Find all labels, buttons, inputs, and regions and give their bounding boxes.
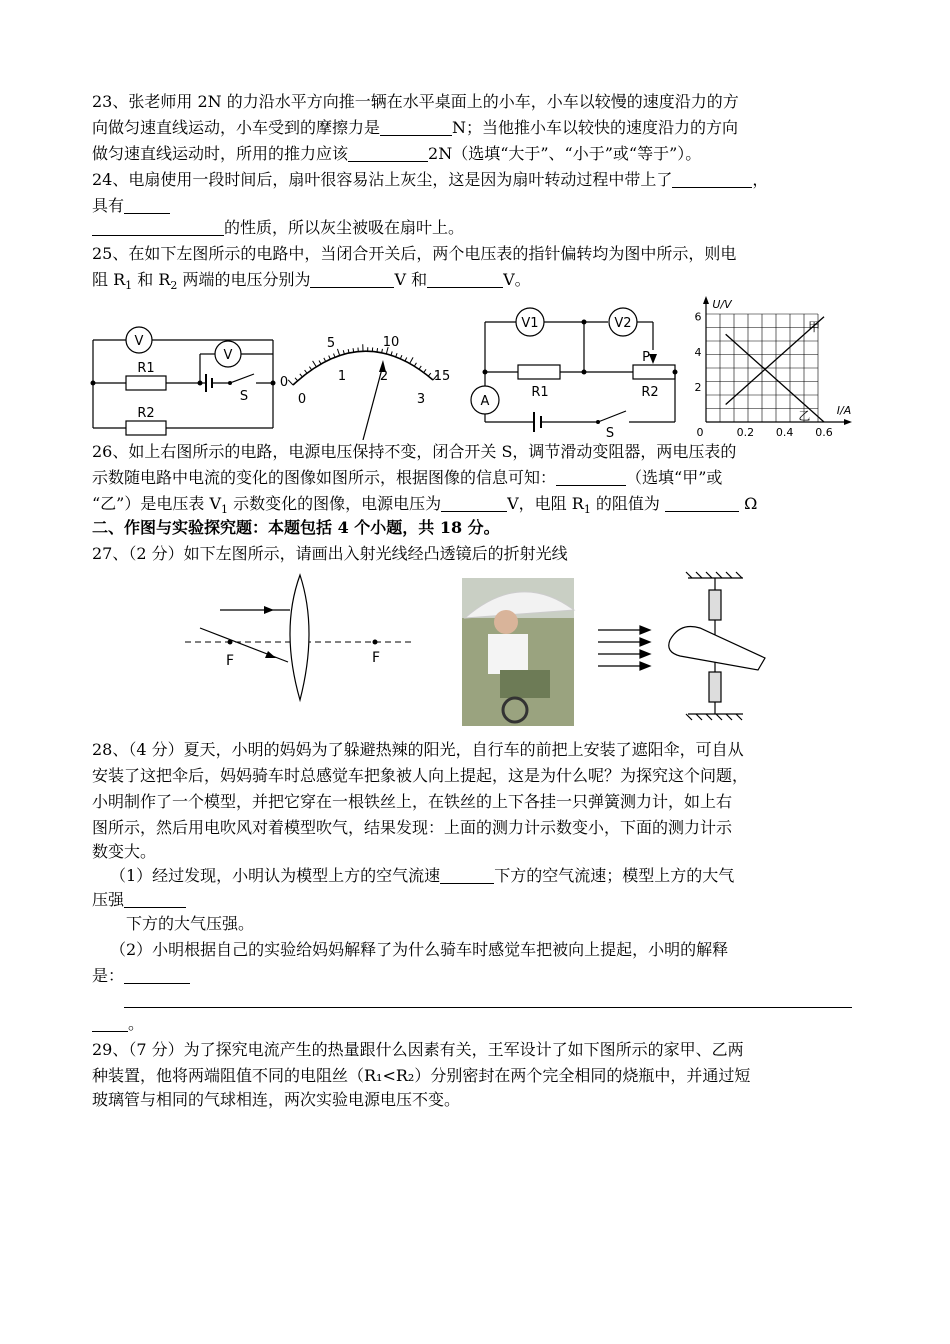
q25-line2: 阻 $R_1$ 和 $R_2$ 两端的电压分别为 V 和 V。 xyxy=(92,270,531,293)
q28-part2-cont: 是： xyxy=(92,966,190,986)
dial-tick xyxy=(305,370,307,373)
dial-tick xyxy=(337,349,339,356)
dial-tick xyxy=(377,348,378,352)
dial-tick xyxy=(329,356,331,360)
ammeter-label: A xyxy=(480,394,490,409)
answer-blank[interactable] xyxy=(124,197,170,214)
q28-answer-end: 。 xyxy=(92,1014,144,1034)
q26-line1: 26、如上右图所示的电路，电源电压保持不变，闭合开关 S，调节滑动变阻器，两电压表的 xyxy=(92,442,737,461)
focal-point-right xyxy=(373,640,378,645)
y-tick-label: 4 xyxy=(694,345,702,359)
answer-blank[interactable] xyxy=(380,119,452,136)
q23-line3: 做匀速直线运动时，所用的推力应该 2N（选填“大于”、“小于”或“等于”）。 xyxy=(92,144,702,163)
answer-blank[interactable] xyxy=(310,271,394,288)
x-tick-label: 0.2 xyxy=(736,426,755,439)
circuit-left xyxy=(93,327,273,435)
voltmeter-label: V xyxy=(134,334,144,349)
voltmeter-label: V xyxy=(223,348,233,363)
resistor-label: R1 xyxy=(137,361,155,376)
q24-line1: 24、电扇使用一段时间后，扇叶很容易沾上灰尘，这是因为扇叶转动过程中带上了 ， xyxy=(92,170,769,189)
answer-blank[interactable] xyxy=(672,171,752,188)
dial-tick xyxy=(353,348,354,352)
q23-line2: 向做匀速直线运动，小车受到的摩擦力是 N；当他推小车以较快的速度沿力的方向 xyxy=(92,118,739,137)
q28-line1: 28、（4 分）夏天，小明的妈妈为了躲避热辣的阳光，自行车的前把上安装了遮阳伞，可自从 xyxy=(92,740,744,759)
q29-line3: 玻璃管与相同的气球相连，两次实验电源电压不变。 xyxy=(92,1090,461,1109)
bicycle-umbrella-photo xyxy=(462,578,574,726)
wing-model-diagram xyxy=(598,572,765,720)
q29-line1: 29、（7 分）为了探究电流产生的热量跟什么因素有关，王军设计了如下图所示的家甲、乙两 xyxy=(92,1040,744,1059)
dial-tick xyxy=(319,361,321,364)
dial-bottom-2: 2 xyxy=(379,369,389,384)
q26-line3: “乙”）是电压表 $V_1$ 示数变化的图像，电源电压为 V，电阻 $R_1$ 的阻值为 Ω xyxy=(92,494,758,517)
dial-tick xyxy=(400,355,402,359)
answer-blank[interactable] xyxy=(441,495,507,512)
q28-part1: （1）经过发现，小明认为模型上方的空气流速 下方的空气流速；模型上方的大气 xyxy=(110,866,735,885)
dial-tick xyxy=(334,354,335,358)
voltmeter-v2-label: V2 xyxy=(614,316,632,331)
series-label-yi: 乙 xyxy=(798,409,811,424)
switch-label: S xyxy=(605,426,615,440)
circuit-right xyxy=(471,308,675,432)
q23-line1: 23、张老师用 2N 的力沿水平方向推一辆在水平桌面上的小车，小车以较慢的速度沿力的方 xyxy=(92,92,739,111)
dial-tick xyxy=(428,373,430,376)
u-i-graph xyxy=(695,296,853,439)
dial-tick xyxy=(391,351,392,355)
q28-line3: 小明制作了一个模型，并把它穿在一根铁丝上，在铁丝的上下各挂一只弹簧测力计，如上右 xyxy=(92,792,733,811)
slider-label: P xyxy=(642,350,650,365)
switch-label: S xyxy=(239,389,249,404)
circuit-figures xyxy=(88,290,868,440)
dial-tick xyxy=(414,363,416,366)
dial-tick xyxy=(309,367,311,370)
dial-bottom-1: 1 xyxy=(337,369,347,384)
focal-point-label: F xyxy=(371,650,381,666)
q28-part1-cont: 压强 xyxy=(92,890,186,910)
dial-tick xyxy=(313,361,317,367)
q28-line2: 安装了这把伞后，妈妈骑车时总感觉车把象被人向上提起，这是为什么呢？为探究这个问题， xyxy=(92,766,749,785)
convex-lens xyxy=(290,575,309,700)
q24-line3: 的性质，所以灰尘被吸在扇叶上。 xyxy=(92,218,464,238)
y-tick-label: 2 xyxy=(694,380,702,394)
rheostat-label: R2 xyxy=(641,385,659,400)
x-axis-arrow xyxy=(844,419,852,425)
x-tick-label: 0 xyxy=(696,426,704,439)
dial-tick xyxy=(419,366,421,369)
voltmeter-dial xyxy=(280,335,450,440)
dial-bottom-3: 3 xyxy=(416,392,426,407)
dial-tick xyxy=(396,353,397,357)
optics-and-model-figures xyxy=(180,570,780,730)
x-tick-label: 0.6 xyxy=(815,426,833,439)
dial-tick xyxy=(410,357,413,363)
voltmeter-v1-label: V1 xyxy=(521,316,539,331)
dial-tick xyxy=(295,378,298,381)
dial-top-zero: 0 xyxy=(279,375,289,390)
dial-top-10: 10 xyxy=(382,335,400,350)
answer-blank[interactable] xyxy=(92,219,224,236)
answer-blank[interactable] xyxy=(665,495,739,512)
answer-blank[interactable] xyxy=(348,145,428,162)
q26-line2: 示数随电路中电流的变化的图像如图所示，根据图像的信息可知： （选填“甲”或 xyxy=(92,468,723,487)
x-axis-label: I/A xyxy=(836,404,852,417)
y-tick-label: 6 xyxy=(694,310,702,324)
answer-blank[interactable] xyxy=(124,891,186,908)
q28-line5: 数变大。 xyxy=(92,842,157,861)
dial-tick xyxy=(300,374,303,377)
dial-top-15: 15 xyxy=(433,369,451,384)
resistor-label: R2 xyxy=(137,406,155,421)
dial-tick xyxy=(288,380,293,385)
resistor-label: R1 xyxy=(531,385,549,400)
convex-lens-diagram xyxy=(185,575,415,700)
dial-top-5: 5 xyxy=(326,336,336,351)
q24-line2: 具有 xyxy=(92,196,170,216)
answer-blank[interactable] xyxy=(440,867,494,884)
focal-point-label: F xyxy=(225,653,235,669)
q28-part2: （2）小明根据自己的实验给妈妈解释了为什么骑车时感觉车把被向上提起，小明的解释 xyxy=(110,940,729,959)
answer-blank[interactable] xyxy=(556,469,626,486)
y-axis-label: U/V xyxy=(712,298,732,311)
y-axis-arrow xyxy=(703,296,709,304)
q28-part1-end: 下方的大气压强。 xyxy=(126,914,255,933)
q29-line2: 种装置，他将两端阻值不同的电阻丝（R₁<R₂）分别密封在两个完全相同的烧瓶中，并通过短 xyxy=(92,1066,751,1085)
dial-tick xyxy=(405,357,407,361)
dial-tick xyxy=(424,369,426,372)
answer-blank[interactable] xyxy=(124,991,852,1008)
q28-line4: 图所示，然后用电吹风对着模型吹气，结果发现：上面的测力计示数变小，下面的测力计示 xyxy=(92,818,733,837)
dial-tick xyxy=(324,358,326,362)
focal-point-left xyxy=(228,640,233,645)
dial-bottom-0: 0 xyxy=(297,392,307,407)
q27-text: 27、（2 分）如下左图所示，请画出入射光线经凸透镜后的折射光线 xyxy=(92,544,568,563)
section-heading: 二、作图与实验探究题：本题包括 4 个小题，共 18 分。 xyxy=(92,518,500,537)
x-tick-label: 0.4 xyxy=(775,426,794,439)
q28-answer-line xyxy=(124,990,852,1010)
q25-line1: 25、在如下左图所示的电路中，当闭合开关后，两个电压表的指针偏转均为图中所示，则电 xyxy=(92,244,737,263)
answer-blank[interactable] xyxy=(427,271,503,288)
answer-blank[interactable] xyxy=(124,967,190,984)
series-label-jia: 甲 xyxy=(808,319,821,334)
answer-blank[interactable] xyxy=(92,1015,128,1032)
